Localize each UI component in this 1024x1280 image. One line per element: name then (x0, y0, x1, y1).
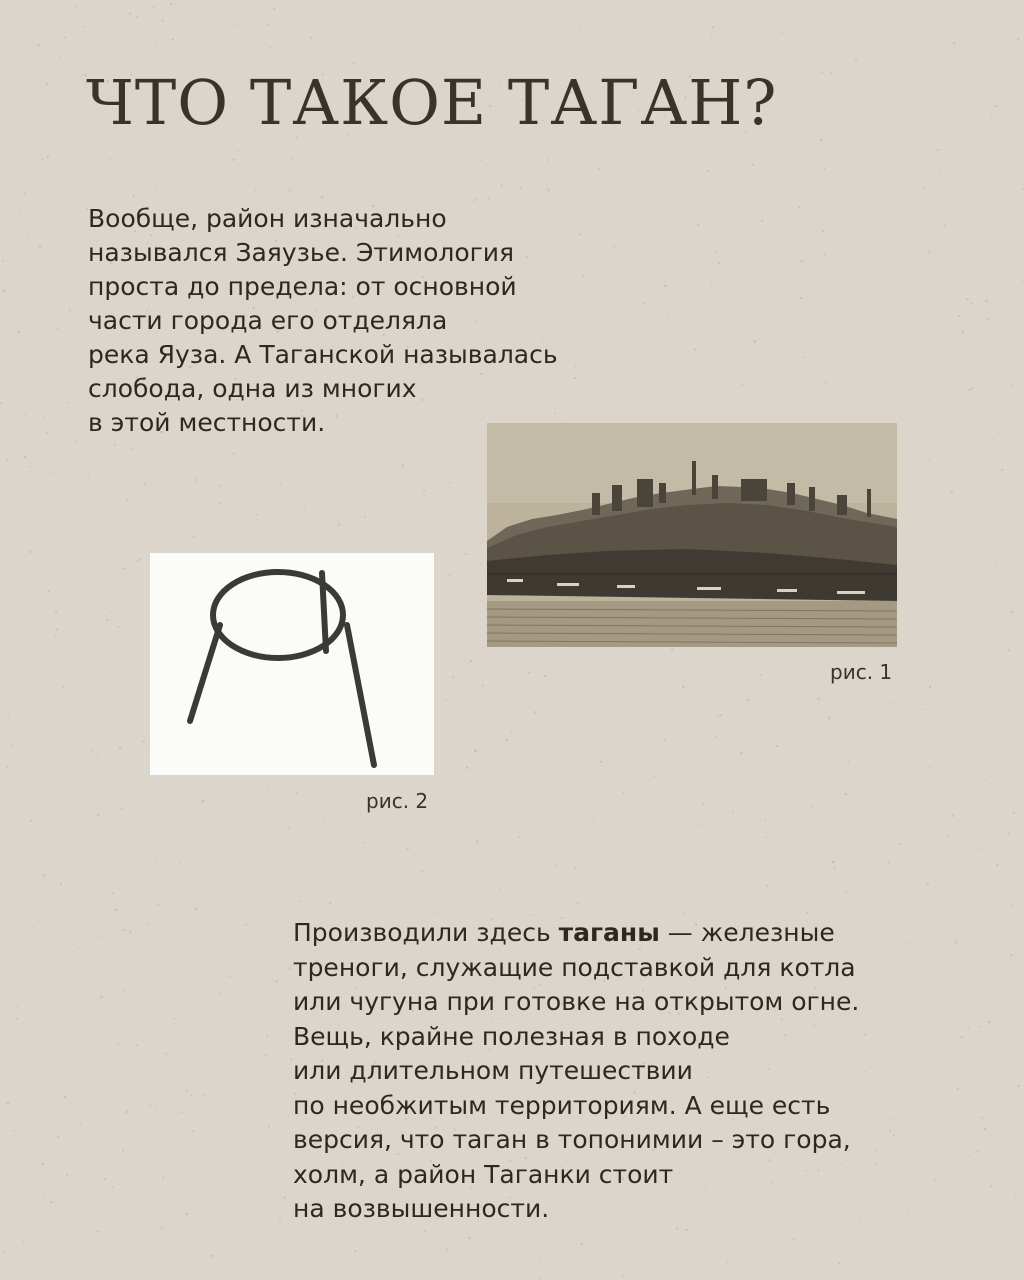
page-title: ЧТО ТАКОЕ ТАГАН? (86, 66, 778, 139)
body-line: Вещь, крайне полезная в походе (293, 1021, 730, 1051)
intro-line: части города его отделяла (88, 306, 448, 335)
figure-2-caption: рис. 2 (366, 789, 429, 813)
body-line: холм, а район Таганки стоит (293, 1159, 674, 1189)
intro-line: проста до предела: от основной (88, 272, 517, 301)
figure-1-caption: рис. 1 (830, 660, 893, 684)
body-line (293, 916, 973, 951)
intro-line: в этой местности. (88, 408, 326, 437)
body-line: версия, что таган в топонимии – это гора, (293, 1125, 851, 1154)
body-line: на возвышенности. (293, 1194, 550, 1223)
intro-line: река Яуза. А Таганской называлась (88, 340, 558, 369)
body-line: треноги, служащие подставкой для котла (293, 952, 856, 982)
intro-paragraph (88, 202, 648, 440)
body-paragraph (293, 916, 973, 1227)
intro-line: слобода, одна из многих (88, 374, 417, 403)
intro-line: Вообще, район изначально (88, 204, 447, 233)
body-line: или длительном путешествии (293, 1056, 693, 1085)
intro-line: назывался Заяузье. Этимология (88, 238, 515, 267)
city-engraving-image (487, 423, 897, 647)
highlight-word: таганы (558, 918, 660, 947)
body-text-segment: — железные (659, 918, 835, 947)
body-text-segment: Производили здесь (293, 918, 559, 947)
body-line: или чугуна при готовке на открытом огне. (293, 987, 860, 1016)
body-line: по необжитым территориям. А еще есть (293, 1090, 831, 1120)
tagan-tripod-image (150, 553, 434, 775)
